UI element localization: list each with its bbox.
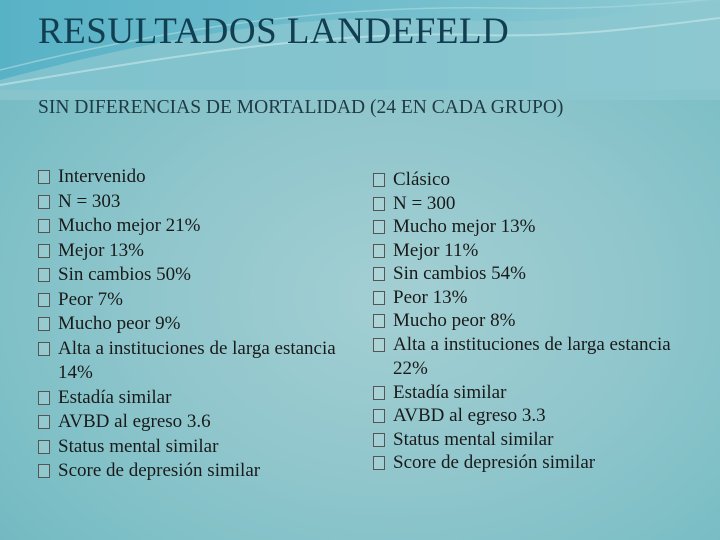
list-item: Score de depresión similar [38,459,338,484]
list-item: Mucho mejor 13% [373,215,673,240]
placeholder-square-icon [38,244,50,258]
placeholder-square-icon [373,220,385,234]
list-item: N = 303 [38,190,338,215]
placeholder-square-icon [373,244,385,258]
list-item: Estadía similar [373,381,673,406]
placeholder-square-icon [38,268,50,282]
list-item: Estadía similar [38,386,338,411]
placeholder-square-icon [38,464,50,478]
list-item: Score de depresión similar [373,451,673,476]
placeholder-square-icon [373,173,385,187]
placeholder-square-icon [38,317,50,331]
list-item: AVBD al egreso 3.3 [373,404,673,429]
list-item: AVBD al egreso 3.6 [38,410,338,435]
list-item: Peor 7% [38,288,338,313]
placeholder-square-icon [373,386,385,400]
list-item: Mejor 13% [38,239,338,264]
slide-subtitle: SIN DIFERENCIAS DE MORTALIDAD (24 EN CADA GRUPO) [38,97,564,118]
placeholder-square-icon [38,293,50,307]
placeholder-square-icon [373,197,385,211]
list-item: Mucho mejor 21% [38,214,338,239]
list-item: N = 300 [373,192,673,217]
list-item: Clásico [373,168,673,193]
list-item: Mejor 11% [373,239,673,264]
placeholder-square-icon [38,440,50,454]
list-item: Status mental similar [373,428,673,453]
list-item: Status mental similar [38,435,338,460]
placeholder-square-icon [373,314,385,328]
list-item: Peor 13% [373,286,673,311]
placeholder-square-icon [38,342,50,356]
intervenido-list [38,165,338,484]
placeholder-square-icon [38,219,50,233]
placeholder-square-icon [38,170,50,184]
list-item: Sin cambios 54% [373,262,673,287]
list-item: Sin cambios 50% [38,263,338,288]
list-item: Mucho peor 8% [373,309,673,334]
list-item: Mucho peor 9% [38,312,338,337]
clasico-list [373,168,673,475]
placeholder-square-icon [373,409,385,423]
placeholder-square-icon [38,195,50,209]
placeholder-square-icon [373,291,385,305]
placeholder-square-icon [373,338,385,352]
placeholder-square-icon [38,415,50,429]
placeholder-square-icon [373,456,385,470]
placeholder-square-icon [373,267,385,281]
placeholder-square-icon [38,391,50,405]
placeholder-square-icon [373,433,385,447]
slide-title: RESULTADOS LANDEFELD [38,11,510,52]
list-item: Alta a instituciones de larga estancia 22% [373,333,673,382]
list-item: Alta a instituciones de larga estancia 14% [38,337,338,386]
list-item: Intervenido [38,165,338,190]
